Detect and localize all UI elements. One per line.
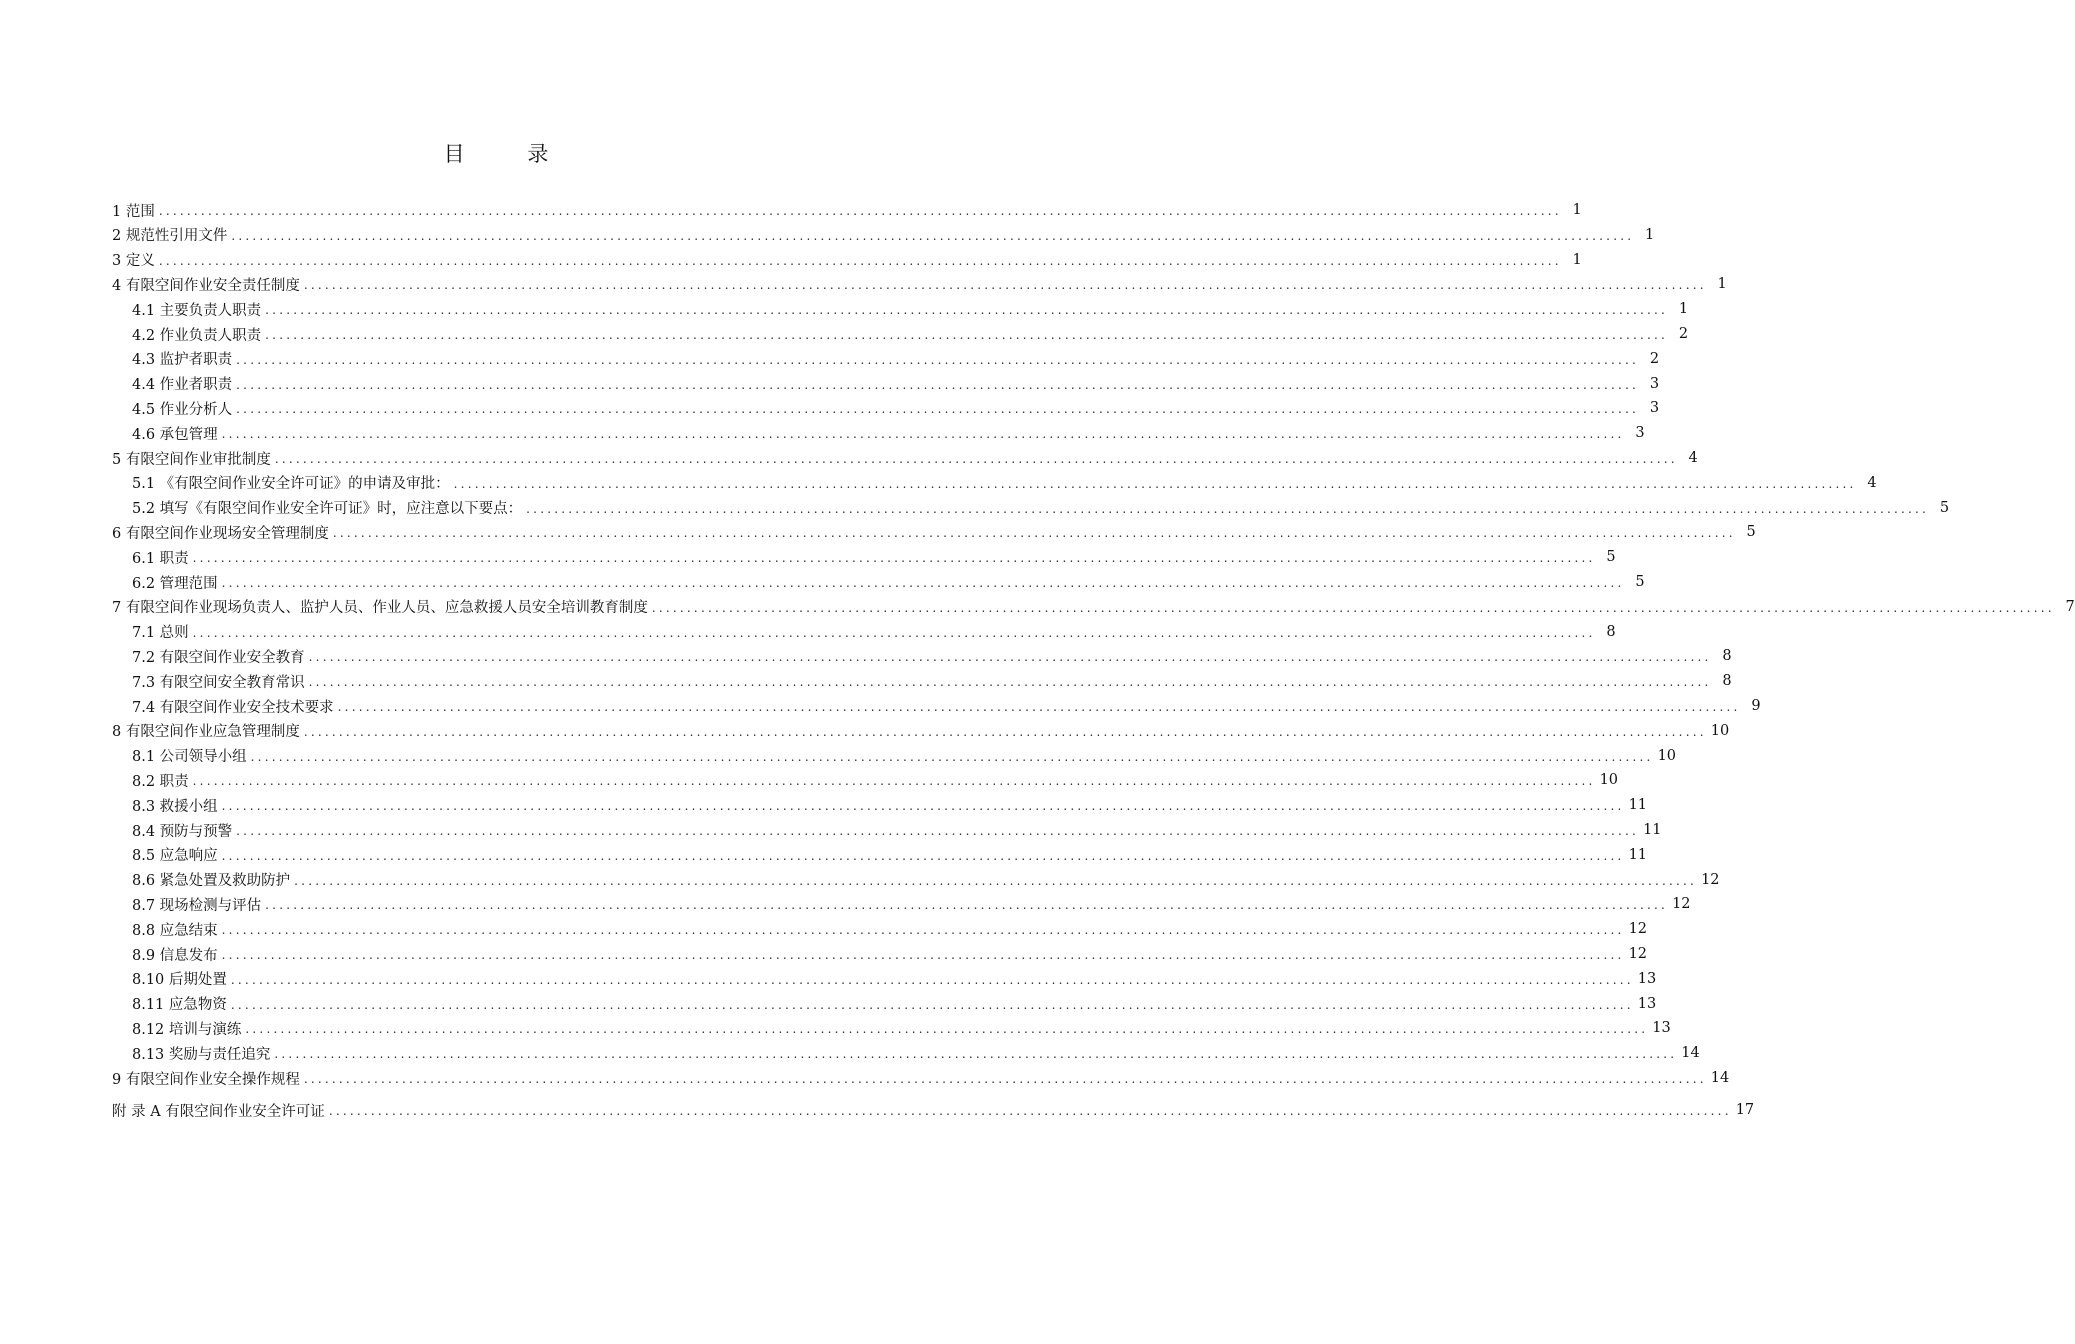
dot-leader: ........................................................................................................................................................................................................ [526,501,1930,516]
toc-entry-page: 9 [1751,698,1761,714]
dot-leader: ........................................................................................................................................................................................................ [221,848,1625,863]
toc-entry-page: 3 [1649,400,1660,417]
dot-leader: ........................................................................................................................................................................................................ [230,997,1634,1012]
toc-entry-page: 3 [1649,375,1660,392]
toc-entry-page: 12 [1701,871,1720,888]
dot-leader: ........................................................................................................................................................................................................ [274,452,1678,466]
toc-entry-title: 7.2 有限空间作业安全教育 [132,649,305,666]
toc-entry[interactable] [132,917,1648,941]
toc-entry[interactable] [112,719,1730,743]
dot-leader: ........................................................................................................................................................................................................ [274,1047,1678,1062]
toc-entry[interactable] [132,496,1950,520]
toc-entry-page: 3 [1635,425,1645,442]
dot-leader: ........................................................................................................................................................................................................ [236,824,1640,838]
toc-entry[interactable] [132,570,1645,594]
toc-entry-title: 4.1 主要负责人职责 [132,302,262,319]
toc-entry-title: 7.4 有限空间作业安全技术要求 [132,699,334,716]
toc-entry[interactable] [132,942,1648,966]
toc-entry[interactable] [132,644,1732,668]
toc-entry[interactable] [132,669,1732,693]
toc-entry-title: 7.3 有限空间安全教育常识 [132,674,305,691]
toc-entry[interactable] [112,1098,1755,1122]
dot-leader: ........................................................................................................................................................................................................ [221,799,1625,814]
toc-entry-page: 1 [1717,276,1727,293]
toc-entry[interactable] [132,868,1720,892]
toc-entry[interactable] [132,620,1616,644]
toc-entry[interactable] [112,198,1582,222]
dot-leader: ........................................................................................................................................................................................................ [221,948,1625,962]
dot-leader: ........................................................................................................................................................................................................ [221,576,1625,590]
toc-entry[interactable] [132,297,1689,321]
toc-entry-page: 12 [1672,896,1691,913]
toc-entry-page: 13 [1652,1020,1671,1037]
toc-entry[interactable] [112,272,1727,296]
toc-entry-page: 8 [1722,648,1732,665]
dot-leader: ........................................................................................................................................................................................................ [236,402,1640,417]
dot-leader: ........................................................................................................................................................................................................ [308,650,1712,665]
dot-leader: ........................................................................................................................................................................................................ [328,1104,1732,1118]
toc-entry-page: 12 [1628,921,1648,938]
toc-entry-title: 8.2 职责 [132,773,189,790]
toc-entry-title: 3 定义 [112,253,155,270]
toc-entry-title: 7 有限空间作业现场负责人、监护人员、作业人员、应急救援人员安全培训教育制度 [112,600,648,617]
toc-entry[interactable] [132,545,1616,569]
dot-leader: ........................................................................................................................................................................................................ [231,228,1635,243]
dot-leader: ........................................................................................................................................................................................................ [303,278,1707,293]
toc-entry-page: 14 [1710,1070,1730,1086]
toc-entry-title: 4.5 作业分析人 [132,401,233,418]
toc-entry-title: 8.12 培训与演练 [132,1021,242,1038]
toc-entry[interactable] [132,1041,1700,1065]
dot-leader: ........................................................................................................................................................................................................ [250,749,1654,764]
dot-leader: ........................................................................................................................................................................................................ [236,377,1640,392]
dot-leader: ........................................................................................................................................................................................................ [245,1022,1649,1037]
toc-entry[interactable] [132,992,1657,1016]
toc-entry-page: 1 [1572,251,1582,268]
dot-leader: ........................................................................................................................................................................................................ [221,923,1625,938]
toc-entry-page: 4 [1867,474,1877,491]
toc-entry-page: 8 [1606,623,1616,640]
toc-entry[interactable] [132,421,1645,445]
toc-entry-page: 5 [1606,549,1616,566]
dot-leader: ........................................................................................................................................................................................................ [303,1072,1707,1086]
toc-entry-title: 5.1 《有限空间作业安全许可证》的申请及审批： [132,476,450,493]
toc-entry-title: 6.1 职责 [132,550,189,567]
toc-entry-title: 8.1 公司领导小组 [132,749,247,766]
toc-entry-title: 2 规范性引用文件 [112,228,228,245]
toc-entry-title: 8.8 应急结束 [132,922,218,939]
toc-entry[interactable] [132,372,1660,396]
toc-entry[interactable] [112,223,1655,247]
toc-entry-title: 附 录 A 有限空间作业安全许可证 [112,1103,325,1120]
toc-entry[interactable] [132,892,1691,916]
toc-entry-page: 12 [1628,946,1648,962]
toc-entry-title: 8.4 预防与预警 [132,823,233,840]
toc-entry-page: 5 [1939,499,1950,516]
dot-leader: ........................................................................................................................................................................................................ [332,526,1736,541]
toc-entry-title: 4.4 作业者职责 [132,377,233,394]
dot-leader: ........................................................................................................................................................................................................ [303,724,1707,739]
toc-entry-page: 2 [1678,326,1689,342]
toc-title: 目 录 [443,142,577,166]
toc-entry-page: 14 [1681,1045,1700,1062]
toc-entry-title: 7.1 总则 [132,625,189,642]
toc-entry-page: 7 [2065,598,2075,615]
toc-entry-page: 1 [1645,226,1655,243]
toc-entry[interactable] [132,1016,1671,1040]
toc-entry-title: 4.6 承包管理 [132,426,218,443]
dot-leader: ........................................................................................................................................................................................................ [230,972,1634,987]
toc-entry-page: 1 [1678,301,1689,318]
toc-entry[interactable] [132,322,1689,346]
toc-entry-page: 10 [1657,747,1677,764]
toc-entry-title: 5.2 填写《有限空间作业安全许可证》时，应注意以下要点： [132,501,523,518]
toc-entry-page: 13 [1637,995,1657,1012]
toc-entry-page: 11 [1643,822,1662,838]
dot-leader: ........................................................................................................................................................................................................ [265,898,1669,913]
toc-entry-title: 8.11 应急物资 [132,997,227,1014]
toc-entry-page: 5 [1635,574,1645,590]
toc-entry-title: 1 范围 [112,203,155,220]
toc-entry-title: 8.13 奖励与责任追究 [132,1046,271,1063]
toc-entry[interactable] [132,396,1660,420]
toc-entry-title: 4.2 作业负责人职责 [132,327,262,344]
toc-entry[interactable] [132,744,1677,768]
toc-entry[interactable] [132,471,1877,495]
dot-leader: ........................................................................................................................................................................................................ [265,303,1669,318]
toc-entry[interactable] [132,793,1648,817]
toc-entry-title: 8.10 后期处置 [132,972,227,989]
toc-entry[interactable] [132,768,1619,792]
toc-entry-page: 11 [1628,797,1648,814]
toc-entry-page: 5 [1746,524,1756,541]
toc-entry-page: 1 [1572,202,1582,218]
toc-entry[interactable] [112,520,1756,544]
toc-entry[interactable] [112,1066,1730,1090]
toc-entry-title: 6.2 管理范围 [132,575,218,592]
toc-entry[interactable] [112,248,1582,272]
toc-entry[interactable] [132,347,1660,371]
toc-entry[interactable] [132,818,1662,842]
dot-leader: ........................................................................................................................................................................................................ [192,774,1596,789]
dot-leader: ........................................................................................................................................................................................................ [294,873,1698,888]
dot-leader: ........................................................................................................................................................................................................ [265,328,1669,342]
dot-leader: ........................................................................................................................................................................................................ [651,600,2055,615]
dot-leader: ........................................................................................................................................................................................................ [308,675,1712,690]
dot-leader: ........................................................................................................................................................................................................ [453,476,1857,491]
toc-entry-title: 8.7 现场检测与评估 [132,897,262,914]
toc-entry-title: 8.3 救援小组 [132,798,218,815]
toc-entry[interactable] [132,967,1657,991]
dot-leader: ........................................................................................................................................................................................................ [337,700,1741,714]
dot-leader: ........................................................................................................................................................................................................ [192,551,1596,566]
toc-entry[interactable] [132,694,1761,718]
toc-entry-page: 13 [1637,970,1657,987]
toc-entry-title: 4 有限空间作业安全责任制度 [112,277,300,294]
toc-entry-title: 8.9 信息发布 [132,947,218,964]
toc-entry-page: 8 [1722,673,1732,690]
toc-entry-title: 8 有限空间作业应急管理制度 [112,724,300,741]
toc-entry-page: 4 [1688,450,1698,466]
dot-leader: ........................................................................................................................................................................................................ [221,427,1625,442]
toc-entry[interactable] [112,446,1698,470]
toc-entry-page: 10 [1599,772,1619,789]
toc-entry-page: 17 [1735,1102,1755,1118]
dot-leader: ........................................................................................................................................................................................................ [158,253,1562,268]
toc-entry-title: 4.3 监护者职责 [132,352,233,369]
dot-leader: ........................................................................................................................................................................................................ [236,352,1640,367]
toc-entry-page: 11 [1628,846,1648,863]
toc-entry-page: 10 [1710,722,1730,739]
toc-entry-title: 8.5 应急响应 [132,848,218,865]
dot-leader: ........................................................................................................................................................................................................ [192,625,1596,640]
dot-leader: ........................................................................................................................................................................................................ [158,204,1562,218]
toc-entry-title: 8.6 紧急处置及救助防护 [132,873,291,890]
toc-entry-page: 2 [1649,350,1660,367]
toc-entry-title: 9 有限空间作业安全操作规程 [112,1071,300,1088]
toc-entry[interactable] [112,595,2075,619]
toc-entry[interactable] [132,843,1648,867]
toc-entry-title: 6 有限空间作业现场安全管理制度 [112,525,329,542]
toc-entry-title: 5 有限空间作业审批制度 [112,451,271,468]
